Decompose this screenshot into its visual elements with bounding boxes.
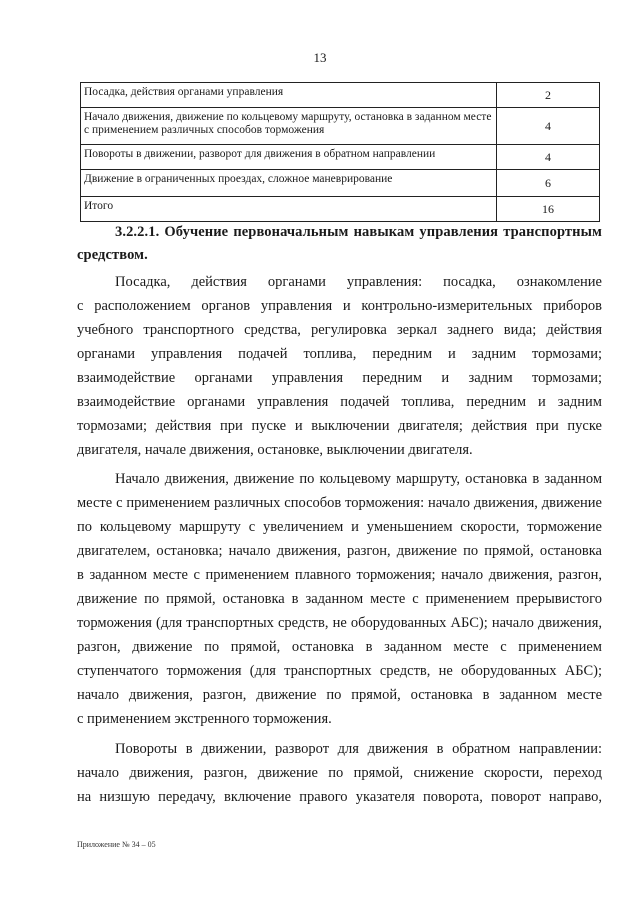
section-heading: 3.2.2.1. Обучение первоначальным навыкам управления транспортным средством. [77, 224, 602, 263]
text-line: разгон, движение по прямой, остановка в заданном месте с применением [77, 639, 602, 655]
text-line: торможения (для транспортных средств, не оборудованных АБС); начало движения, [77, 615, 602, 631]
training-hours-table [80, 82, 600, 222]
text-line: по кольцевому маршруту с увеличением и уменьшением скорости, торможение [77, 519, 602, 535]
text-line: взаимодействие органами управления подачей топлива, передним и задним [77, 394, 602, 410]
text-line: с расположением органов управления и контрольно-измерительных приборов [77, 298, 602, 314]
table-row-total [81, 197, 600, 222]
table-cell-total-hours: 16 [497, 197, 600, 222]
text-line: Повороты в движении, разворот для движения в обратном направлении: [115, 741, 602, 757]
text-line: ступенчатого торможения (для транспортных средств, не оборудованных АБС); [77, 663, 602, 679]
table-row [81, 170, 600, 197]
text-line: двигателем, остановка; начало движения, разгон, движение по прямой, остановка [77, 543, 602, 559]
table-cell-topic: Посадка, действия органами управления [81, 83, 497, 108]
text-line: учебного транспортного средства, регулировка зеркал заднего вида; действия [77, 322, 602, 338]
table-cell-hours: 4 [497, 108, 600, 145]
table-cell-topic: Повороты в движении, разворот для движения в обратном направлении [81, 145, 497, 170]
text-line: начало движения, разгон, движение по прямой, остановка в заданном месте [77, 687, 602, 703]
text-line: на низшую передачу, включение правого указателя поворота, поворот направо, [77, 789, 602, 805]
paragraph-start-and-braking [77, 467, 602, 731]
paragraph-boarding-controls [77, 270, 602, 462]
table-cell-total-label: Итого [81, 197, 497, 222]
text-line: взаимодействие органами управления передним и задним тормозами; [77, 370, 602, 386]
table-cell-hours: 4 [497, 145, 600, 170]
text-line: двигателя, начале движения, остановке, выключении двигателя. [77, 442, 473, 458]
text-line: движение по прямой, остановка в заданном месте с применением прерывистого [77, 591, 602, 607]
paragraph-turns-and-u-turn [77, 737, 602, 809]
text-line: Начало движения, движение по кольцевому маршруту, остановка в заданном [115, 471, 602, 487]
text-line: Посадка, действия органами управления: посадка, ознакомление [115, 274, 602, 290]
table-row [81, 145, 600, 170]
text-line: с применением экстренного торможения. [77, 711, 332, 727]
text-line: тормозами; действия при пуске и выключении двигателя; действия при пуске [77, 418, 602, 434]
table-row [81, 108, 600, 145]
table-cell-hours: 2 [497, 83, 600, 108]
table-row [81, 83, 600, 108]
table-cell-hours: 6 [497, 170, 600, 197]
text-line: месте с применением различных способов торможения: начало движения, движение [77, 495, 602, 511]
text-line: начало движения, разгон, движение по прямой, снижение скорости, переход [77, 765, 602, 781]
text-line: в заданном месте с применением плавного торможения; начало движения, разгон, [77, 567, 602, 583]
table-cell-topic: Движение в ограниченных проездах, сложное маневрирование [81, 170, 497, 197]
table-cell-topic: Начало движения, движение по кольцевому маршруту, остановка в заданном месте с применением различных способов торможения [81, 108, 497, 145]
text-line: органами управления подачей топлива, передним и задним тормозами; [77, 346, 602, 362]
page-number: 13 [313, 50, 327, 65]
footer-note: Приложение № 34 – 05 [77, 840, 156, 849]
